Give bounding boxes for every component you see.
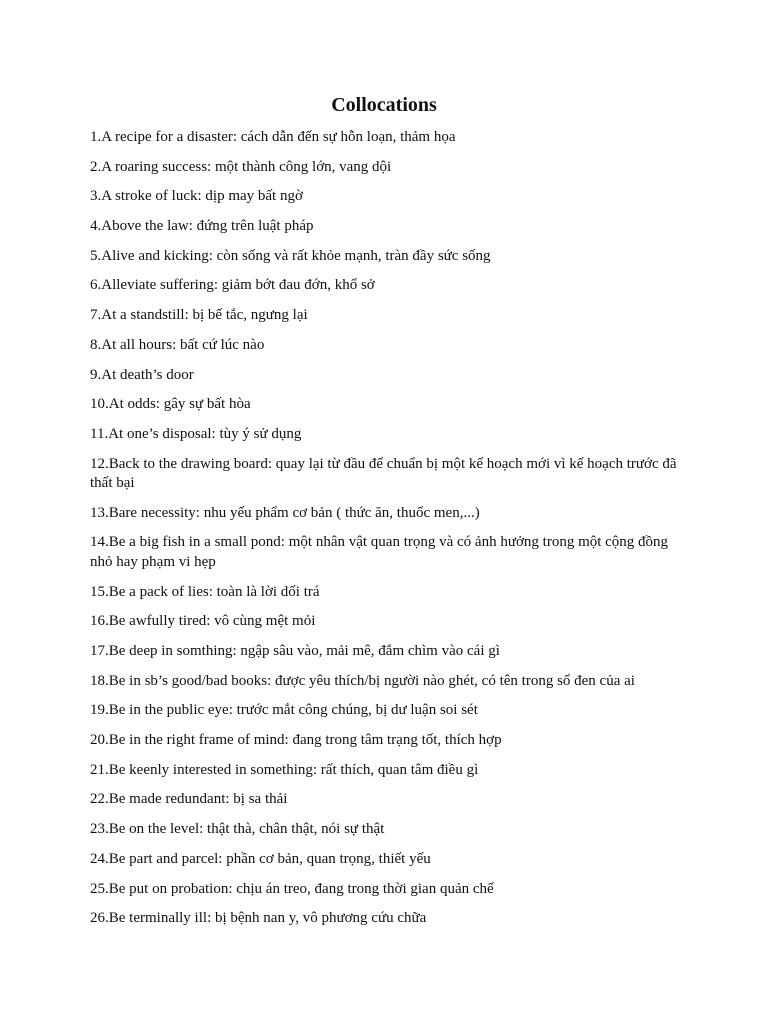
list-item: 16.Be awfully tired: vô cùng mệt mỏi bbox=[90, 613, 316, 630]
list-item: 13.Bare necessity: nhu yếu phẩm cơ bản ( thức ăn, thuốc men,...) bbox=[90, 504, 480, 521]
list-item: 14.Be a big fish in a small pond: một nhân vật quan trọng và có ảnh hưởng trong một cộng đồng nhỏ hay phạm vi hẹp bbox=[90, 534, 669, 570]
list-item: 21.Be keenly interested in something: rất thích, quan tâm điều gì bbox=[90, 761, 479, 778]
list-item: 19.Be in the public eye: trước mắt công chúng, bị dư luận soi sét bbox=[90, 702, 478, 719]
list-item: 8.At all hours: bất cứ lúc nào bbox=[90, 336, 265, 353]
list-item: 3.A stroke of luck: dịp may bất ngờ bbox=[90, 188, 303, 205]
collocation-list bbox=[90, 128, 690, 939]
list-item: 18.Be in sb’s good/bad books: được yêu thích/bị người nào ghét, có tên trong sổ đen của ai bbox=[90, 672, 635, 689]
list-item: 22.Be made redundant: bị sa thải bbox=[90, 791, 288, 808]
list-item: 24.Be part and parcel: phần cơ bản, quan trọng, thiết yếu bbox=[90, 850, 431, 867]
list-item: 7.At a standstill: bị bế tắc, ngưng lại bbox=[90, 307, 308, 324]
list-item: 12.Back to the drawing board: quay lại từ đầu để chuẩn bị một kế hoạch mới vì kế hoạch trước đã thất bại bbox=[90, 455, 677, 492]
list-item: 11.At one’s disposal: tùy ý sử dụng bbox=[90, 425, 302, 442]
list-item: 20.Be in the right frame of mind: đang trong tâm trạng tốt, thích hợp bbox=[90, 732, 502, 749]
list-item: 10.At odds: gây sự bất hòa bbox=[90, 396, 251, 413]
list-item: 26.Be terminally ill: bị bệnh nan y, vô phương cứu chữa bbox=[90, 910, 427, 927]
list-item: 5.Alive and kicking: còn sống và rất khỏe mạnh, tràn đầy sức sống bbox=[90, 247, 491, 264]
page-title: Collocations bbox=[331, 94, 437, 116]
list-item: 6.Alleviate suffering: giảm bớt đau đớn, khổ sở bbox=[90, 277, 375, 294]
list-item: 4.Above the law: đứng trên luật pháp bbox=[90, 218, 314, 235]
list-item: 23.Be on the level: thật thà, chân thật, nói sự thật bbox=[90, 821, 385, 838]
list-item: 17.Be deep in somthing: ngập sâu vào, mải mê, đắm chìm vào cái gì bbox=[90, 643, 500, 659]
list-item: 25.Be put on probation: chịu án treo, đang trong thời gian quản chế bbox=[90, 880, 494, 897]
list-item: 15.Be a pack of lies: toàn là lời dối trá bbox=[90, 583, 320, 600]
list-item: 9.At death’s door bbox=[90, 366, 194, 383]
list-item: 2.A roaring success: một thành công lớn, vang dội bbox=[90, 158, 392, 175]
list-item: 1.A recipe for a disaster: cách dẫn đến sự hỗn loạn, thảm họa bbox=[90, 129, 456, 145]
